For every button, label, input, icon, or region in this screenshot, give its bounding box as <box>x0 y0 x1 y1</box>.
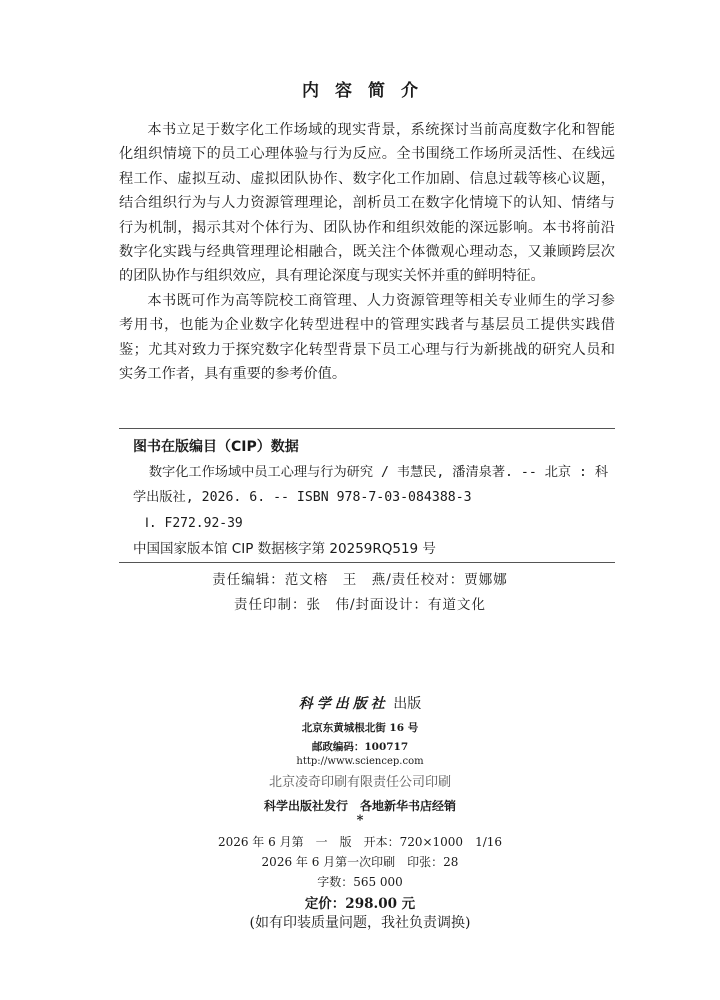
price: 定价：298.00 元 <box>304 896 416 912</box>
cip-top-rule <box>119 428 615 429</box>
publisher-suffix: 出版 <box>393 696 422 712</box>
separator-star: * <box>356 813 364 828</box>
edition-info: 2026 年 6 月第 一 版 开本：720×1000 1/16 <box>217 835 503 849</box>
publisher-logotype: 科学出版社 <box>298 696 389 712</box>
distribution-info: 科学出版社发行 各地新华书店经销 <box>263 799 456 813</box>
impression-info: 2026 年 6 月第一次印刷 印张：28 <box>261 855 459 869</box>
quality-notice: (如有印装质量问题，我社负责调换) <box>249 915 471 931</box>
editor-credits: 责任编辑：范文榕 王 燕/责任校对：贾娜娜 <box>212 572 508 588</box>
intro-title: 内容简介 <box>302 81 434 101</box>
production-credits: 责任印制：张 伟/封面设计：有道文化 <box>233 597 487 613</box>
cip-classification: Ⅰ. F272.92-39 <box>145 516 243 531</box>
publisher-address: 北京东黄城根北街 16 号 <box>301 722 419 734</box>
intro-paragraph-2: 本书既可作为高等院校工商管理、人力资源管理等相关专业师生的学习参考用书，也能为企业数字化转型进程中的管理实践者与基层员工提供实践借鉴；尤其对致力于探究数字化转型背景下员工心理与行为新挑战的研究人员和实务工作者，具有重要的参考价值。 <box>119 292 615 383</box>
cip-heading: 图书在版编目（CIP）数据 <box>133 439 299 455</box>
word-count: 字数：565 000 <box>317 875 403 889</box>
cip-bottom-rule <box>119 562 615 563</box>
intro-text <box>119 118 615 386</box>
printer-info: 北京凌奇印刷有限责任公司印刷 <box>268 775 451 790</box>
postal-code: 邮政编码：100717 <box>311 741 409 753</box>
publisher-line <box>0 693 720 713</box>
publisher-url: http://www.sciencep.com <box>296 756 424 767</box>
cip-data-number: 中国国家版本馆 CIP 数据核字第 20259RQ519 号 <box>133 541 436 557</box>
cip-record: 数字化工作场域中员工心理与行为研究 / 韦慧民, 潘清泉著. -- 北京 : 科学出版社, 2026. 6. -- ISBN 978-7-03-084388-3 <box>133 465 609 505</box>
intro-paragraph-1: 本书立足于数字化工作场域的现实背景，系统探讨当前高度数字化和智能化组织情境下的员工心理体验与行为反应。全书围绕工作场所灵活性、在线远程工作、虚拟互动、虚拟团队协作、数字化工作加剧、信息过载等核心议题，结合组织行为与人力资源管理理论，剖析员工在数字化情境下的认知、情绪与行为机制，揭示其对个体行为、团队协作和组织效能的深远影响。本书将前沿数字化实践与经典管理理论相融合，既关注个体微观心理动态，又兼顾跨层次的团队协作与组织效应，具有理论深度与现实关怀并重的鲜明特征。 <box>119 122 615 285</box>
